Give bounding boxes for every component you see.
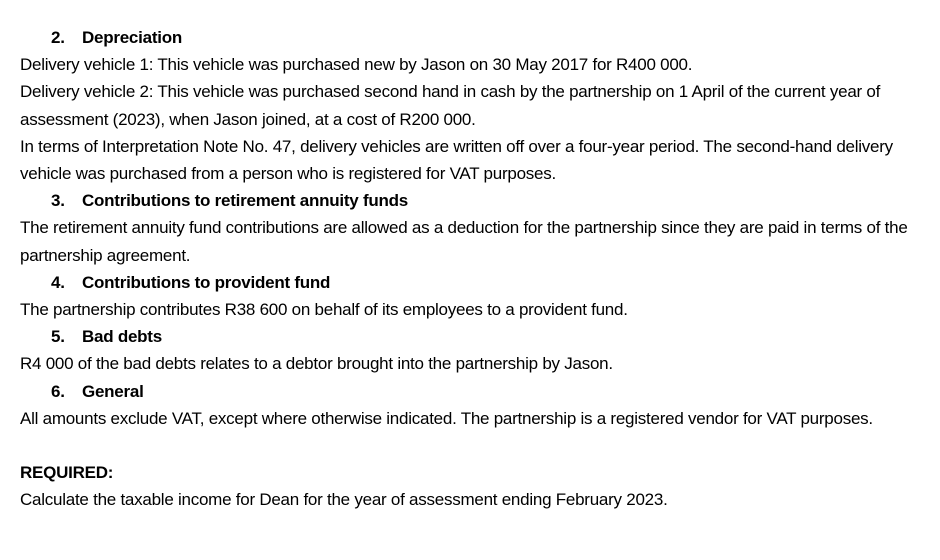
paragraph-interpretation-note: In terms of Interpretation Note No. 47, delivery vehicles are written off over a four-year period. The second-hand delivery vehicle was purchased from a person who is registered for VAT purposes. xyxy=(20,136,893,184)
section-heading-general xyxy=(20,378,925,405)
required-label: REQUIRED: xyxy=(20,463,114,483)
section-number: 4. xyxy=(51,272,65,292)
section-number: 2. xyxy=(51,28,65,47)
required-text: Calculate the taxable income for Dean for the year of assessment ending February 2023. xyxy=(20,490,668,510)
paragraph-general: All amounts exclude VAT, except where otherwise indicated. The partnership is a registered vendor for VAT purposes. xyxy=(20,408,873,428)
section-title: General xyxy=(82,381,144,401)
section-title: Depreciation xyxy=(82,28,182,47)
section-title: Contributions to retirement annuity funds xyxy=(82,191,408,211)
document-body xyxy=(20,24,925,513)
paragraph-delivery-vehicle-2: Delivery vehicle 2: This vehicle was purchased second hand in cash by the partnership on 1 April of the current year of assessment (2023), when Jason joined, at a cost of R200 000. xyxy=(20,82,881,129)
section-number: 5. xyxy=(51,327,65,347)
paragraph-delivery-vehicle-1: Delivery vehicle 1: This vehicle was purchased new by Jason on 30 May 2017 for R400 000. xyxy=(20,55,693,75)
blank-line xyxy=(20,432,925,459)
section-heading-retirement-annuity xyxy=(20,187,925,214)
section-heading-provident-fund xyxy=(20,269,925,296)
section-heading-bad-debts xyxy=(20,323,925,350)
section-heading-depreciation xyxy=(20,24,925,51)
paragraph-retirement-annuity: The retirement annuity fund contributions are allowed as a deduction for the partnership since they are paid in terms of the partnership agreement. xyxy=(20,218,908,265)
section-number: 3. xyxy=(51,191,65,211)
paragraph-provident-fund: The partnership contributes R38 600 on behalf of its employees to a provident fund. xyxy=(20,300,628,320)
section-title: Bad debts xyxy=(82,327,162,347)
paragraph-bad-debts: R4 000 of the bad debts relates to a debtor brought into the partnership by Jason. xyxy=(20,354,613,374)
section-title: Contributions to provident fund xyxy=(82,272,331,292)
section-number: 6. xyxy=(51,381,65,401)
